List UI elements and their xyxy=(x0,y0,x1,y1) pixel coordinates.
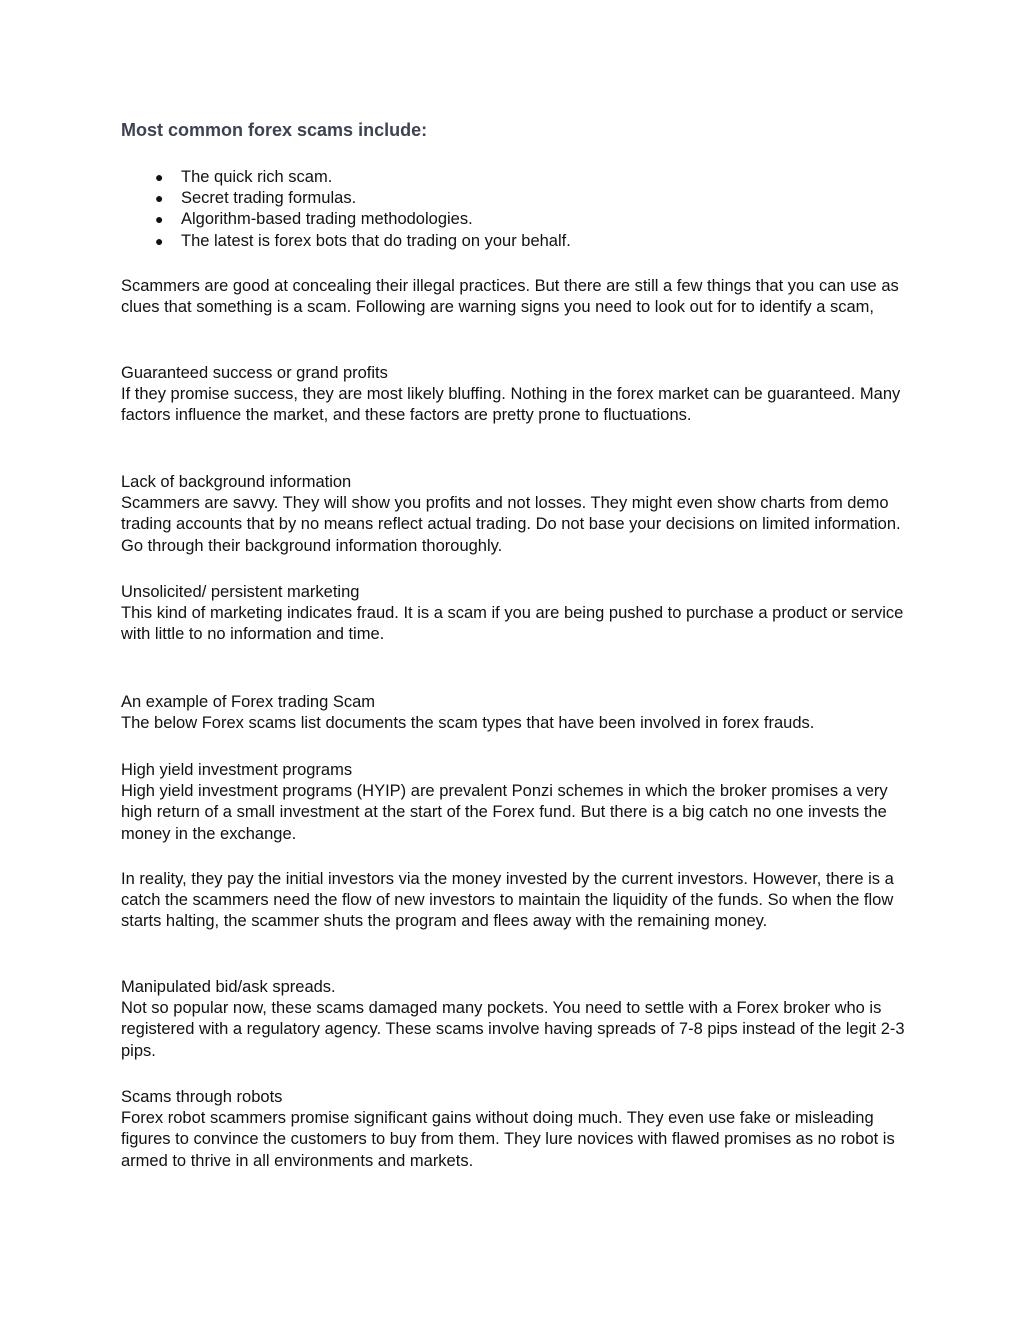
example-section xyxy=(121,692,911,734)
bullet-icon: ● xyxy=(155,211,164,228)
robots-body: Forex robot scammers promise significant gains without doing much. They even use fake or misleading figures to convince the customers to buy from them. They lure novices with flawed promises as no robot is armed to thrive in all environments and markets. xyxy=(121,1109,895,1170)
list-item: ● The latest is forex bots that do trading on your behalf. xyxy=(121,231,571,252)
list-item: ● Secret trading formulas. xyxy=(121,188,571,209)
background-title: Lack of background information xyxy=(121,473,352,491)
hyip-body: High yield investment programs (HYIP) are prevalent Ponzi schemes in which the broker promises a very high return of a small investment at the start of the Forex fund. But there is a big catch no one invests the money in the exchange. xyxy=(121,782,888,843)
example-title: An example of Forex trading Scam xyxy=(121,693,376,711)
robots-section xyxy=(121,1087,911,1172)
background-section xyxy=(121,472,911,557)
spreads-title: Manipulated bid/ask spreads. xyxy=(121,978,336,996)
bullet-icon: ● xyxy=(155,169,164,185)
scam-list xyxy=(121,167,571,252)
robots-title: Scams through robots xyxy=(121,1088,283,1106)
guaranteed-section xyxy=(121,363,911,427)
intro-section xyxy=(121,276,911,318)
spreads-section xyxy=(121,977,911,1062)
marketing-section xyxy=(121,582,911,646)
hyip-title: High yield investment programs xyxy=(121,761,353,779)
background-body: Scammers are savvy. They will show you profits and not losses. They might even show charts from demo trading accounts that by no means reflect actual trading. Do not base your decisions on limited information. Go through their background information thoroughly. xyxy=(121,494,901,555)
bullet-icon: ● xyxy=(155,190,164,207)
spreads-body: Not so popular now, these scams damaged many pockets. You need to settle with a Forex broker who is registered with a regulatory agency. These scams involve having spreads of 7-8 pips instead of the legit 2-3 pips. xyxy=(121,999,905,1060)
hyip-section xyxy=(121,760,911,845)
reality-body: In reality, they pay the initial investors via the money invested by the current investors. However, there is a catch the scammers need the flow of new investors to maintain the liquidity of the funds. So when the flow starts halting, the scammer shuts the program and flees away with the remaining money. xyxy=(121,870,894,931)
reality-section xyxy=(121,869,911,933)
intro-paragraph: Scammers are good at concealing their illegal practices. But there are still a few things that you can use as clues that something is a scam. Following are warning signs you need to look out for to identify a scam, xyxy=(121,277,899,317)
guaranteed-body: If they promise success, they are most likely bluffing. Nothing in the forex market can be guaranteed. Many factors influence the market, and these factors are pretty prone to fluctuations. xyxy=(121,385,901,425)
marketing-body: This kind of marketing indicates fraud. It is a scam if you are being pushed to purchase a product or service with little to no information and time. xyxy=(121,604,904,644)
example-body: The below Forex scams list documents the scam types that have been involved in forex frauds. xyxy=(121,714,815,733)
list-item: ● The quick rich scam. xyxy=(121,167,571,188)
guaranteed-title: Guaranteed success or grand profits xyxy=(121,364,388,382)
section-heading: Most common forex scams include: xyxy=(121,120,428,140)
list-item: ● Algorithm-based trading methodologies. xyxy=(121,209,571,230)
bullet-icon: ● xyxy=(155,232,164,249)
marketing-title: Unsolicited/ persistent marketing xyxy=(121,583,360,601)
